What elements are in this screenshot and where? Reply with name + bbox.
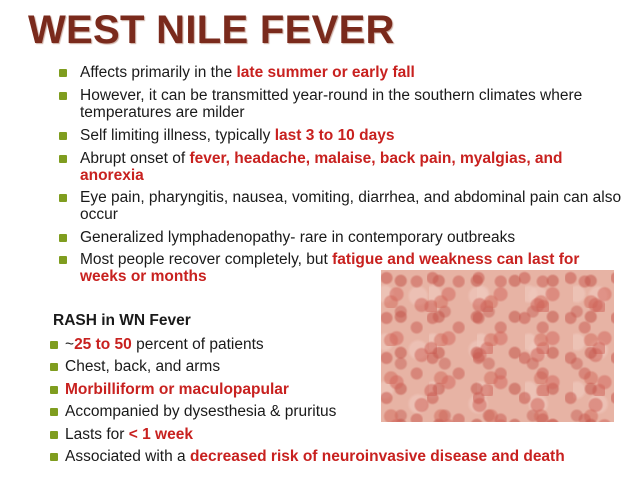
list-item: Most people recover completely, but fatigue and weakness can last for weeks or months — [80, 251, 625, 285]
square-bullet-icon — [59, 92, 67, 100]
list-item: Generalized lymphadenopathy- rare in contemporary outbreaks — [80, 229, 625, 246]
list-item: Abrupt onset of fever, headache, malaise, back pain, myalgias, and anorexia — [80, 150, 625, 184]
list-item: Lasts for < 1 week — [65, 426, 385, 443]
square-bullet-icon — [50, 386, 58, 394]
list-item: Morbilliform or maculopapular — [65, 381, 385, 398]
square-bullet-icon — [50, 341, 58, 349]
list-item: However, it can be transmitted year-round in the southern climates where temperatures are milder — [80, 87, 625, 121]
slide-title: WEST NILE FEVER — [28, 8, 395, 52]
square-bullet-icon — [59, 132, 67, 140]
rash-section-heading: RASH in WN Fever — [53, 312, 191, 329]
square-bullet-icon — [59, 155, 67, 163]
rash-photo — [381, 270, 614, 422]
square-bullet-icon — [59, 194, 67, 202]
list-item: Eye pain, pharyngitis, nausea, vomiting, diarrhea, and abdominal pain can also occur — [80, 189, 625, 223]
list-item: ~25 to 50 percent of patients — [65, 336, 385, 353]
list-item: Associated with a decreased risk of neuroinvasive disease and death — [65, 448, 625, 465]
square-bullet-icon — [50, 431, 58, 439]
list-item: Accompanied by dysesthesia & pruritus — [65, 403, 385, 420]
square-bullet-icon — [59, 256, 67, 264]
square-bullet-icon — [50, 363, 58, 371]
square-bullet-icon — [59, 69, 67, 77]
square-bullet-icon — [50, 408, 58, 416]
list-item: Chest, back, and arms — [65, 358, 385, 375]
square-bullet-icon — [50, 453, 58, 461]
list-item: Self limiting illness, typically last 3 to 10 days — [80, 127, 625, 144]
list-item: Affects primarily in the late summer or early fall — [80, 64, 625, 81]
square-bullet-icon — [59, 234, 67, 242]
